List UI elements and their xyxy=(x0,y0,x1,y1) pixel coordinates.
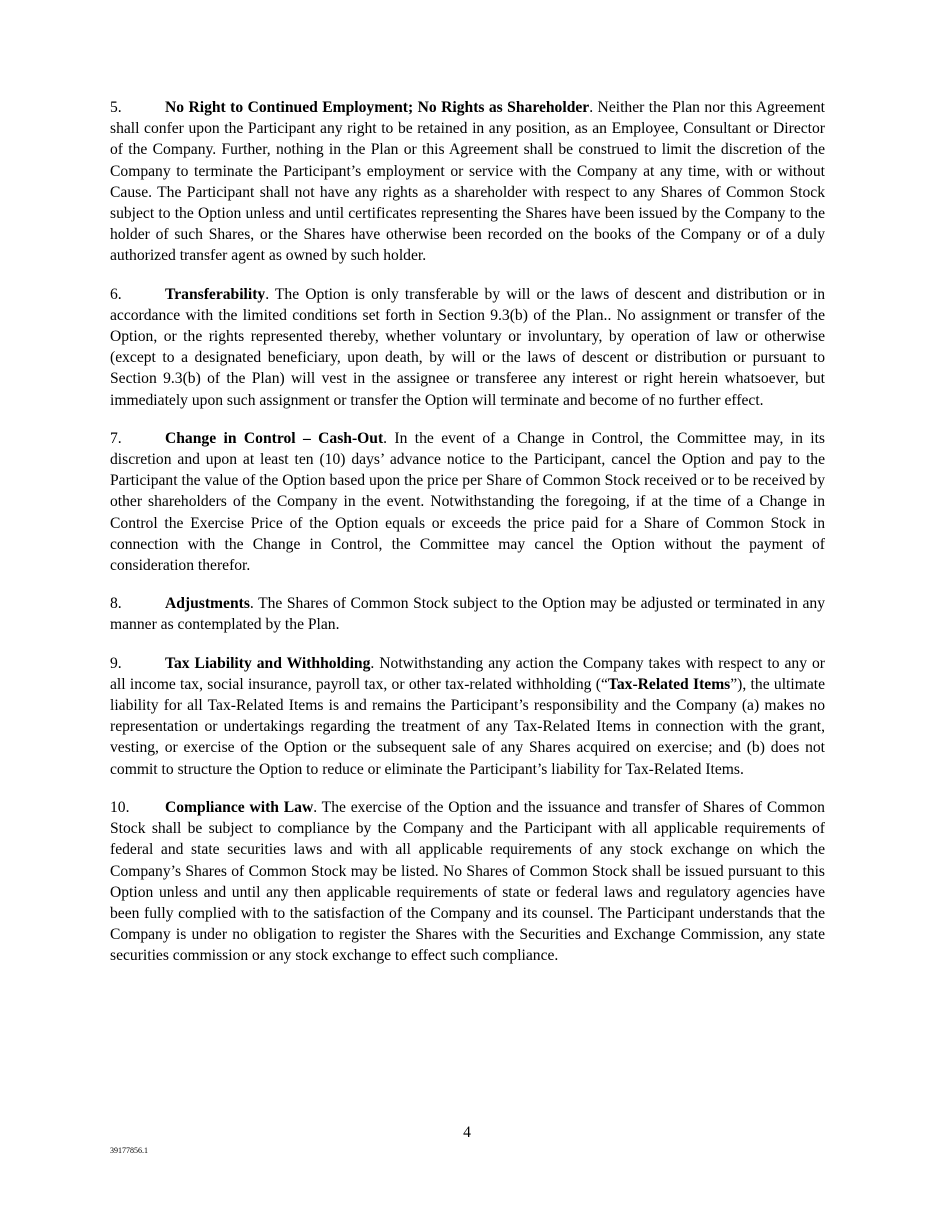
section-heading: No Right to Continued Employment; No Rights as Shareholder xyxy=(165,99,590,116)
section-9 xyxy=(110,653,825,780)
section-body: The Option is only transferable by will or the laws of descent and distribution or in accordance with the limited conditions set forth in Section 9.3(b) of the Plan.. No assignment or transfer of the Option, or the rights represented thereby, whether voluntary or involuntary, by operation of law or otherwise (except to a designated beneficiary, upon death, by will or the laws of descent or distribution or pursuant to Section 9.3(b) of the Plan) will vest in the assignee or transferee any interest or right herein whatsoever, but immediately upon such assignment or transfer the Option will terminate and become of no further effect. xyxy=(110,285,825,409)
heading-punctuation: . xyxy=(370,654,375,672)
section-body: In the event of a Change in Control, the Committee may, in its discretion and upon at least ten (10) days’ advance notice to the Participant, cancel the Option and pay to the Participant the value of the Option based upon the price per Share of Common Stock received or to be received by other shareholders of the Company in the event. Notwithstanding the foregoing, if at the time of a Change in Control the Exercise Price of the Option equals or exceeds the price paid for a Share of Common Stock in connection with the Change in Control, the Committee may cancel the Option without the payment of consideration therefor. xyxy=(110,429,825,575)
section-6 xyxy=(110,284,825,411)
section-body-part-a: Notwithstanding any action the Company takes with respect to any or all income tax, social insurance, payroll tax, or other tax-related withholding (“ xyxy=(110,654,825,693)
section-heading: Compliance with Law xyxy=(165,798,314,816)
section-10 xyxy=(110,797,825,967)
heading-punctuation: . xyxy=(589,99,594,116)
page-number: 4 xyxy=(463,1124,471,1141)
document-page xyxy=(110,97,825,984)
section-number: 8. xyxy=(110,595,122,613)
section-5 xyxy=(110,97,825,267)
heading-punctuation: . xyxy=(265,285,270,303)
section-number: 7. xyxy=(110,429,122,447)
defined-term: Tax-Related Items xyxy=(607,675,731,693)
section-body: Neither the Plan nor this Agreement shall confer upon the Participant any right to be retained in any position, as an Employee, Consultant or Director of the Company. Further, nothing in the Plan or this Agreement shall be construed to limit the discretion of the Company to terminate the Participant’s employment or service with the Company at any time, with or without Cause. The Participant shall not have any rights as a shareholder with respect to any Shares of Common Stock subject to the Option unless and until certificates representing the Shares have been issued by the Company to the holder of such Shares, or the Shares have otherwise been recorded on the books of the Company or of a duly authorized transfer agent as owned by such holder. xyxy=(110,99,825,265)
section-heading: Transferability xyxy=(165,285,266,303)
section-body-part-b: ”), the ultimate liability for all Tax-Related Items is and remains the Participant’s responsibility and the Company (a) makes no representation or undertakings regarding the treatment of any Tax-Related Items in connection with the grant, vesting, or exercise of the Option or the subsequent sale of any Shares acquired on exercise; and (b) does not commit to structure the Option to reduce or eliminate the Participant’s liability for Tax-Related Items. xyxy=(110,675,825,778)
section-body: The exercise of the Option and the issuance and transfer of Shares of Common Stock shall be subject to compliance by the Company and the Participant with all applicable requirements of federal and state securities laws and with all applicable requirements of any stock exchange on which the Company’s Shares of Common Stock may be listed. No Shares of Common Stock shall be issued pursuant to this Option unless and until any then applicable requirements of state or federal laws and regulatory agencies have been fully complied with to the satisfaction of the Company and its counsel. The Participant understands that the Company is under no obligation to register the Shares with the Securities and Exchange Commission, any state securities commission or any stock exchange to effect such compliance. xyxy=(110,798,825,965)
heading-punctuation: . xyxy=(383,429,388,447)
section-number: 10. xyxy=(110,798,130,816)
heading-punctuation: . xyxy=(313,798,318,816)
section-heading: Change in Control – Cash-Out xyxy=(165,429,384,447)
section-number: 9. xyxy=(110,654,122,672)
heading-punctuation: . xyxy=(249,595,254,613)
section-number: 6. xyxy=(110,285,122,303)
section-8 xyxy=(110,593,825,635)
document-id: 39177856.1 xyxy=(110,1146,148,1155)
section-number: 5. xyxy=(110,99,122,116)
section-body: The Shares of Common Stock subject to the Option may be adjusted or terminated in any manner as contemplated by the Plan. xyxy=(110,595,825,634)
section-heading: Tax Liability and Withholding xyxy=(165,654,371,672)
section-heading: Adjustments xyxy=(165,595,250,613)
section-7 xyxy=(110,428,825,576)
